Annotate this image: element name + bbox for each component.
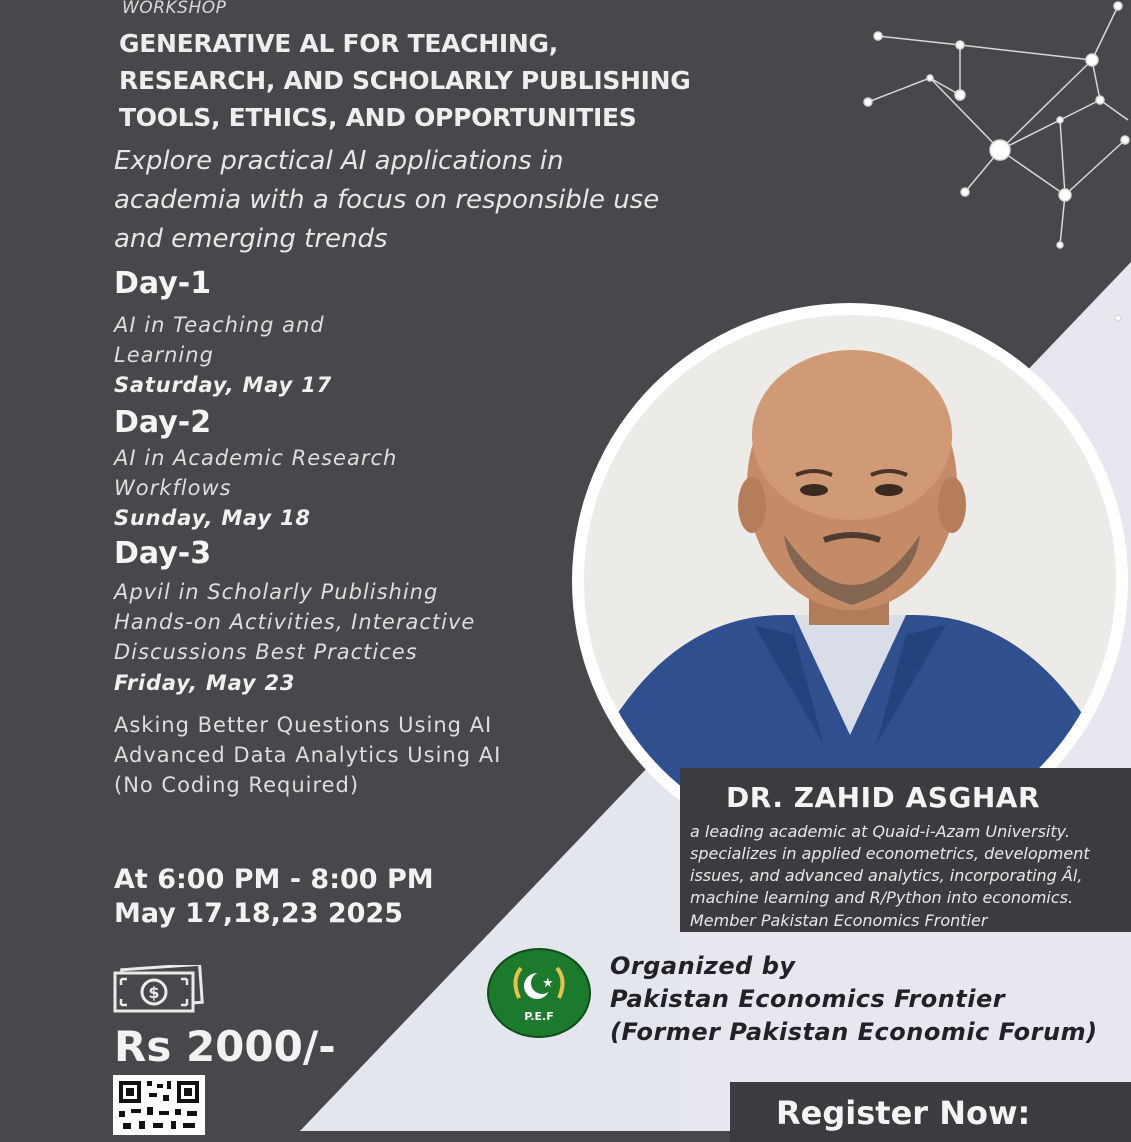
day-2-title: Day-2 [114,405,212,440]
svg-text:$: $ [148,983,160,1002]
subtitle-line-3: and emerging trends [114,224,388,254]
day-1-topic-line-2: Learning [114,343,214,367]
organized-by: Organized by [610,952,796,980]
day-1-title: Day-1 [114,266,212,301]
bio-line-1: a leading academic at Quaid-i-Azam University. [690,822,1070,841]
workshop-label: WORKSHOP [122,0,227,18]
register-now[interactable]: Register Now: [776,1094,1031,1132]
day-3-topic-line-3: Discussions Best Practices [114,640,418,664]
bio-line-3: issues, and advanced analytics, incorporating Âl, [690,866,1083,885]
logo-text: P.E.F [524,1010,554,1023]
subtitle-line-1: Explore practical AI applications in [114,146,564,176]
schedule-time: At 6:00 PM - 8:00 PM [114,864,434,895]
qr-code[interactable] [113,1075,205,1135]
extra-line-1: Asking Better Questions Using AI [114,713,493,737]
day-2-date: Sunday, May 18 [114,506,311,530]
title-line-3: TOOLS, ETHICS, AND OPPORTUNITIES [119,103,637,132]
title-line-2: RESEARCH, AND SCHOLARLY PUBLISHING [119,66,691,95]
day-3-topic-line-1: Apvil in Scholarly Publishing [114,580,439,604]
subtitle-line-2: academia with a focus on responsible use [114,185,660,215]
day-1-date: Saturday, May 17 [114,373,332,397]
bio-line-5: Member Pakistan Economics Frontier [690,911,988,930]
network-graphic [864,2,1129,321]
pef-logo [487,948,591,1038]
price: Rs 2000/- [114,1022,336,1071]
schedule-dates: May 17,18,23 2025 [114,898,404,929]
money-icon [113,965,205,1013]
day-1-topic-line-1: AI in Teaching and [114,313,325,337]
speaker-name: DR. ZAHID ASGHAR [726,781,1041,814]
extra-line-2: Advanced Data Analytics Using AI [114,743,502,767]
day-2-topic-line-1: AI in Academic Research [114,446,398,470]
day-3-topic-line-2: Hands-on Activities, Interactive [114,610,476,634]
day-3-title: Day-3 [114,536,212,571]
bio-line-2: specializes in applied econometrics, development [690,844,1090,863]
title-line-1: GENERATIVE AL FOR TEACHING, [119,29,558,58]
day-2-topic-line-2: Workflows [114,476,232,500]
organizer-name: Pakistan Economics Frontier [610,985,1006,1013]
organizer-former-name: (Former Pakistan Economic Forum) [610,1018,1098,1046]
day-3-date: Friday, May 23 [114,671,296,695]
bio-line-4: machine learning and R/Python into economics. [690,888,1074,907]
extra-line-3: (No Coding Required) [114,773,360,797]
